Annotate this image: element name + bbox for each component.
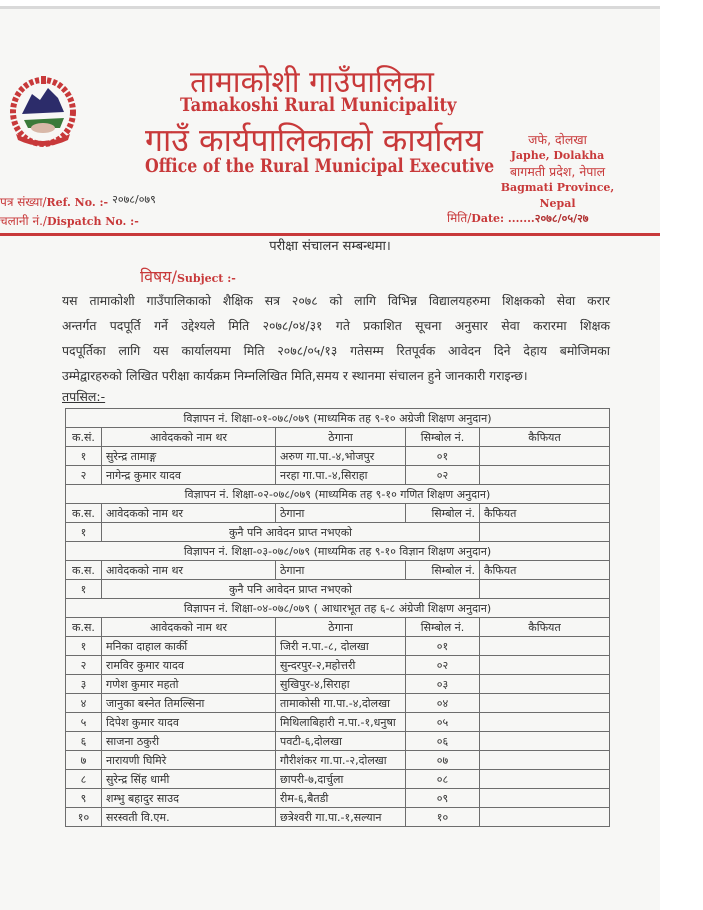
cell-address: जिरी न.पा.-८, दोलखा bbox=[276, 637, 406, 656]
date-label-np: मिति/ bbox=[447, 211, 472, 225]
table-row bbox=[66, 637, 610, 656]
cell-remarks bbox=[480, 466, 610, 485]
cell-sn: १ bbox=[66, 580, 102, 599]
dispatch-label-en: Dispatch No. :- bbox=[46, 215, 139, 228]
date-label-en: Date: ....... bbox=[471, 212, 535, 225]
cell-symbol: ०१ bbox=[406, 447, 480, 466]
letter-body bbox=[62, 288, 610, 388]
office-name-np: गाउँ कार्यपालिकाको कार्यालय bbox=[145, 121, 483, 159]
cell-remarks bbox=[480, 808, 610, 827]
cell-name: नारायणी घिमिरे bbox=[102, 751, 276, 770]
cell-address: नरहा गा.पा.-४,सिराहा bbox=[276, 466, 406, 485]
address-place-np: जफे, दोलखा bbox=[528, 132, 587, 147]
header-sn: क.स. bbox=[66, 561, 102, 580]
section-title: विज्ञापन नं. शिक्षा-०२-०७८/०७९ (माध्यमिक तह ९-१० गणित शिक्षण अनुदान) bbox=[66, 485, 610, 504]
ref-number bbox=[0, 193, 156, 210]
header-name: आवेदकको नाम थर bbox=[102, 504, 276, 523]
body-line: यस तामाकोशी गाउँपालिकाको शैक्षिक सत्र २०७८ को लागि विभिन्न विद्यालयहरुमा शिक्षकको सेवा करार bbox=[62, 293, 610, 308]
cell-remarks bbox=[480, 751, 610, 770]
office-address bbox=[485, 132, 630, 212]
section-title-row bbox=[66, 599, 610, 618]
date-value: २०७८/०५/२७ bbox=[534, 212, 589, 225]
nepal-emblem-icon bbox=[10, 72, 76, 148]
cell-sn: ६ bbox=[66, 732, 102, 751]
municipality-name-np: तामाकोशी गाउँपालिका bbox=[190, 65, 434, 100]
cell-remarks bbox=[480, 694, 610, 713]
cell-address: अरुण गा.पा.-४,भोजपुर bbox=[276, 447, 406, 466]
cell-remarks bbox=[480, 675, 610, 694]
body-line: पदपूर्तिका लागि यस कार्यालयमा मिति २०७८/०५/१३ गतेसम्म रितपूर्वक आवेदन दिने देहाय बमोजिमका bbox=[62, 343, 610, 358]
header-remarks: कैफियत bbox=[480, 428, 610, 447]
header-remarks: कैफियत bbox=[480, 504, 610, 523]
cell-sn: १० bbox=[66, 808, 102, 827]
cell-remarks bbox=[480, 732, 610, 751]
table-row bbox=[66, 675, 610, 694]
section-title: विज्ञापन नं. शिक्षा-०१-०७८/०७९ (माध्यमिक तह ९-१० अग्रेजी शिक्षण अनुदान) bbox=[66, 409, 610, 428]
cell-sn: १ bbox=[66, 447, 102, 466]
table-row-empty bbox=[66, 523, 610, 542]
ref-label-en: Ref. No. :- bbox=[46, 196, 109, 209]
subject-label-np: विषय/ bbox=[140, 267, 177, 286]
table-row bbox=[66, 447, 610, 466]
cell-sn: १ bbox=[66, 523, 102, 542]
body-line: उम्मेद्वारहरुको लिखित परीक्षा कार्यक्रम निम्नलिखित मिति,समय र स्थानमा संचालन हुने जानकारी गराइन्छ। bbox=[62, 368, 528, 383]
body-line: अन्तर्गत पदपूर्ति गर्ने उद्देश्यले मिति २०७८/०४/३१ गते प्रकाशित सूचना अनुसार सेवा करारमा शिक्षक bbox=[62, 318, 610, 333]
header-remarks: कैफियत bbox=[480, 561, 610, 580]
header-address: ठेगाना bbox=[276, 618, 406, 637]
cell-name: गणेश कुमार महतो bbox=[102, 675, 276, 694]
cell-remarks bbox=[480, 656, 610, 675]
cell-remarks bbox=[480, 789, 610, 808]
cell-name: रामविर कुमार यादव bbox=[102, 656, 276, 675]
cell-name: सुरेन्द्र तामाङ्ग bbox=[102, 447, 276, 466]
cell-sn: १ bbox=[66, 637, 102, 656]
table-row bbox=[66, 466, 610, 485]
section-title: विज्ञापन नं. शिक्षा-०३-०७८/०७९ (माध्यमिक तह ९-१० विज्ञान शिक्षण अनुदान) bbox=[66, 542, 610, 561]
header-symbol: सिम्बोल नं. bbox=[406, 504, 480, 523]
table-row bbox=[66, 732, 610, 751]
header-address: ठेगाना bbox=[276, 504, 406, 523]
dispatch-number bbox=[0, 212, 139, 229]
cell-name: दिपेश कुमार यादव bbox=[102, 713, 276, 732]
header-sn: क.सं. bbox=[66, 428, 102, 447]
address-province-np: बागमती प्रदेश, नेपाल bbox=[509, 164, 606, 179]
cell-address: मिथिलाबिहारी न.पा.-१,धनुषा bbox=[276, 713, 406, 732]
no-applications-note: कुनै पनि आवेदन प्राप्त नभएको bbox=[102, 580, 480, 599]
section-title-row bbox=[66, 409, 610, 428]
header-row bbox=[66, 504, 610, 523]
cell-symbol: ०६ bbox=[406, 732, 480, 751]
cell-remarks bbox=[480, 523, 610, 542]
letter-date bbox=[447, 209, 589, 226]
header-symbol: सिम्बोल नं. bbox=[406, 561, 480, 580]
cell-sn: २ bbox=[66, 466, 102, 485]
cell-remarks bbox=[480, 637, 610, 656]
cell-address: पवटी-६,दोलखा bbox=[276, 732, 406, 751]
cell-name: मनिका दाहाल कार्की bbox=[102, 637, 276, 656]
cell-sn: ७ bbox=[66, 751, 102, 770]
cell-symbol: ०९ bbox=[406, 789, 480, 808]
no-applications-note: कुनै पनि आवेदन प्राप्त नभएको bbox=[102, 523, 480, 542]
cell-name: नागेन्द्र कुमार यादव bbox=[102, 466, 276, 485]
header-sn: क.स. bbox=[66, 618, 102, 637]
ref-label-np: पत्र संख्या/ bbox=[0, 195, 47, 209]
cell-address: गौरीशंकर गा.पा.-२,दोलखा bbox=[276, 751, 406, 770]
header-symbol: सिम्बोल नं. bbox=[406, 618, 480, 637]
cell-symbol: ०८ bbox=[406, 770, 480, 789]
cell-address: तामाकोसी गा.पा.-४,दोलखा bbox=[276, 694, 406, 713]
table-row bbox=[66, 694, 610, 713]
cell-name: सुरेन्द्र सिंह धामी bbox=[102, 770, 276, 789]
header-sn: क.स. bbox=[66, 504, 102, 523]
header-row bbox=[66, 428, 610, 447]
details-label: तपसिल:- bbox=[62, 389, 106, 404]
table-row bbox=[66, 789, 610, 808]
ref-value: २०७८/०७९ bbox=[112, 193, 156, 206]
page-edge bbox=[0, 6, 660, 9]
header-name: आवेदकको नाम थर bbox=[102, 618, 276, 637]
cell-sn: ८ bbox=[66, 770, 102, 789]
address-place-en: Japhe, Dolakha bbox=[510, 149, 605, 162]
table-row-empty bbox=[66, 580, 610, 599]
cell-sn: ९ bbox=[66, 789, 102, 808]
header-row bbox=[66, 618, 610, 637]
cell-address: रीम-६,बैतडी bbox=[276, 789, 406, 808]
cell-address: छापरी-७,दार्चुला bbox=[276, 770, 406, 789]
cell-symbol: ०२ bbox=[406, 466, 480, 485]
exam-candidates-table bbox=[65, 408, 610, 827]
office-name-en: Office of the Rural Municipal Executive bbox=[145, 155, 495, 177]
cell-symbol: ०५ bbox=[406, 713, 480, 732]
address-province-en: Bagmati Province, Nepal bbox=[500, 181, 615, 210]
municipality-name-en: Tamakoshi Rural Municipality bbox=[180, 94, 457, 116]
header-address: ठेगाना bbox=[276, 561, 406, 580]
table-row bbox=[66, 808, 610, 827]
header-name: आवेदकको नाम थर bbox=[102, 428, 276, 447]
cell-sn: २ bbox=[66, 656, 102, 675]
subject-label-en: Subject :- bbox=[176, 272, 236, 285]
section-title-row bbox=[66, 485, 610, 504]
cell-remarks bbox=[480, 580, 610, 599]
letter-concern: परीक्षा संचालन सम्बन्धमा। bbox=[269, 239, 391, 254]
dispatch-label-np: चलानी नं./ bbox=[0, 214, 47, 228]
table-row bbox=[66, 751, 610, 770]
section-title: विज्ञापन नं. शिक्षा-०४-०७८/०७९ ( आधारभूत तह ६-८ अंग्रेजी शिक्षण अनुदान) bbox=[66, 599, 610, 618]
table-row bbox=[66, 770, 610, 789]
cell-remarks bbox=[480, 713, 610, 732]
table-row bbox=[66, 713, 610, 732]
subject-heading bbox=[140, 265, 236, 287]
cell-name: जानुका बस्नेत तिमल्सिना bbox=[102, 694, 276, 713]
cell-symbol: ०१ bbox=[406, 637, 480, 656]
header-name: आवेदकको नाम थर bbox=[102, 561, 276, 580]
cell-name: शम्भु बहादुर साउद bbox=[102, 789, 276, 808]
cell-symbol: ०२ bbox=[406, 656, 480, 675]
cell-address: छत्रेश्वरी गा.पा.-१,सल्यान bbox=[276, 808, 406, 827]
cell-symbol: १० bbox=[406, 808, 480, 827]
header-remarks: कैफियत bbox=[480, 618, 610, 637]
cell-sn: ४ bbox=[66, 694, 102, 713]
header-address: ठेगाना bbox=[276, 428, 406, 447]
cell-remarks bbox=[480, 447, 610, 466]
cell-name: साजना ठकुरी bbox=[102, 732, 276, 751]
header-row bbox=[66, 561, 610, 580]
cell-address: सुखिपुर-४,सिराहा bbox=[276, 675, 406, 694]
table-row bbox=[66, 656, 610, 675]
cell-remarks bbox=[480, 770, 610, 789]
cell-sn: ३ bbox=[66, 675, 102, 694]
section-title-row bbox=[66, 542, 610, 561]
header-symbol: सिम्बोल नं. bbox=[406, 428, 480, 447]
cell-sn: ५ bbox=[66, 713, 102, 732]
cell-symbol: ०३ bbox=[406, 675, 480, 694]
cell-name: सरस्वती वि.एम. bbox=[102, 808, 276, 827]
cell-address: सुन्दरपुर-२,महोत्तरी bbox=[276, 656, 406, 675]
cell-symbol: ०४ bbox=[406, 694, 480, 713]
cell-symbol: ०७ bbox=[406, 751, 480, 770]
